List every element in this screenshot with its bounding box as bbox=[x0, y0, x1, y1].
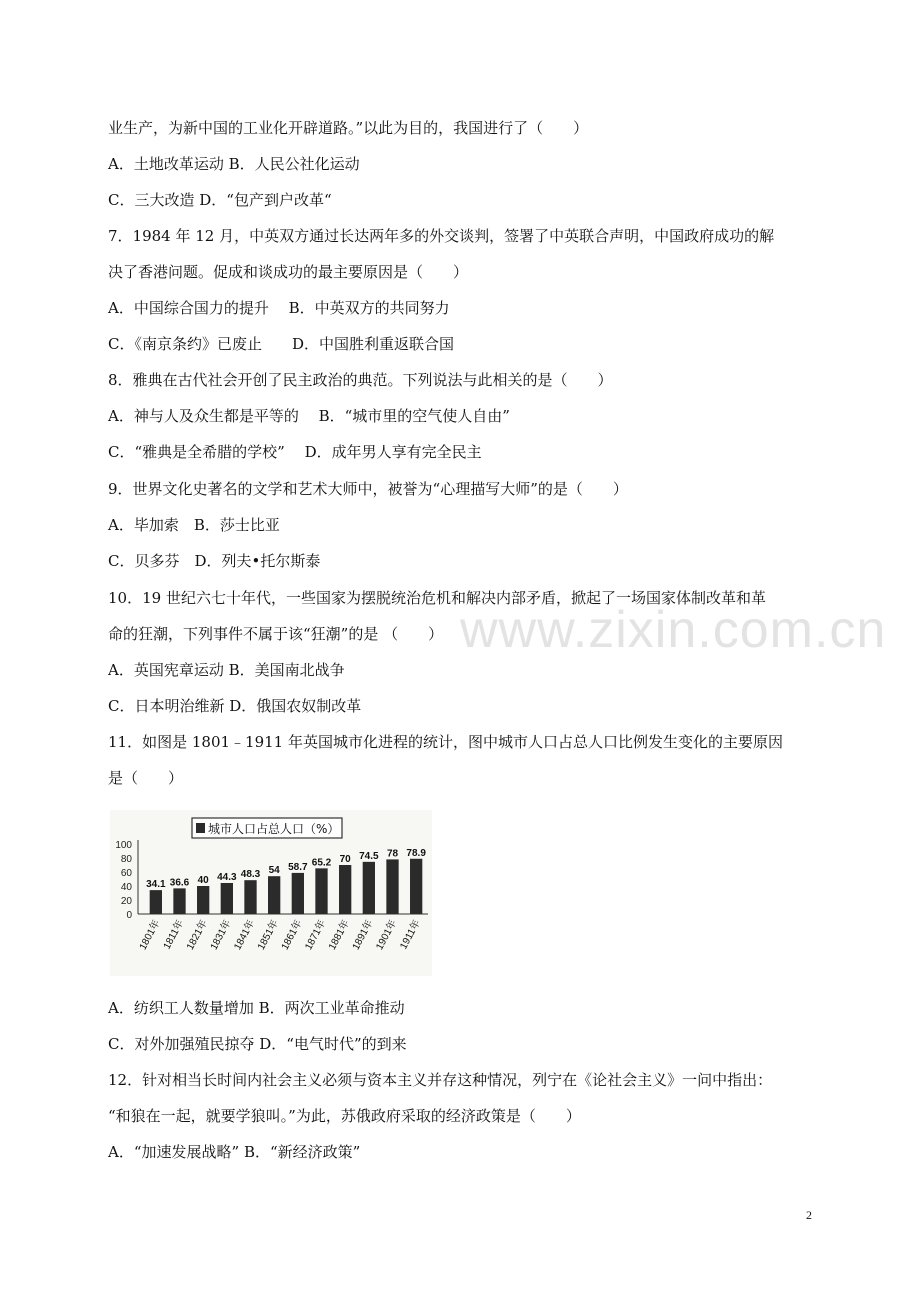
y-tick-label: 40 bbox=[120, 882, 132, 893]
question-10: 10．19 世纪六七十年代，一些国家为摆脱统治危机和解决内部矛盾，掀起了一场国家体制改革和革 bbox=[108, 589, 766, 607]
bar-value-label: 36.6 bbox=[169, 877, 190, 889]
option-line: A．毕加索 B．莎士比亚 bbox=[108, 516, 280, 534]
bar bbox=[244, 880, 256, 914]
bar bbox=[268, 876, 280, 914]
text-line: 业生产，为新中国的工业化开辟道路。”以此为目的，我国进行了（ ） bbox=[108, 119, 589, 137]
option-line: C．日本明治维新 D．俄国农奴制改革 bbox=[108, 697, 362, 715]
y-tick-label: 60 bbox=[120, 868, 132, 879]
x-tick-label: 1811年 bbox=[161, 918, 187, 952]
bar-value-label: 70 bbox=[339, 854, 351, 865]
x-tick-label: 1901年 bbox=[374, 918, 400, 952]
option-line: A．纺织工人数量增加 B．两次工业革命推动 bbox=[108, 999, 405, 1017]
option-line: A．神与人及众生都是平等的 B．“城市里的空气使人自由” bbox=[108, 407, 510, 425]
bar bbox=[292, 873, 304, 914]
bar-value-label: 34.1 bbox=[146, 879, 166, 891]
x-tick-label: 1911年 bbox=[398, 918, 423, 952]
option-line: A．“加速发展战略” B．“新经济政策” bbox=[108, 1143, 361, 1161]
x-tick-label: 1871年 bbox=[303, 918, 329, 952]
option-line: C．《南京条约》已废止 D．中国胜利重返联合国 bbox=[108, 335, 455, 353]
chart-title: 城市人口占总人口（%） bbox=[208, 822, 340, 836]
bar bbox=[173, 888, 185, 914]
question-12: 12．针对相当长时间内社会主义必须与资本主义并存这种情况，列宁在《论社会主义》一问中指出： bbox=[108, 1071, 773, 1089]
bar bbox=[363, 862, 375, 914]
bar-value-label: 58.7 bbox=[288, 861, 308, 873]
bar-value-label: 54 bbox=[268, 865, 280, 877]
option-line: A．土地改革运动 B．人民公社化运动 bbox=[108, 155, 360, 173]
bar-value-label: 40 bbox=[197, 875, 209, 886]
text-line: 是（ ） bbox=[108, 769, 184, 787]
bar-value-label: 48.3 bbox=[240, 869, 261, 881]
bar bbox=[339, 865, 351, 914]
option-line: C．三大改造 D．“包产到户改革“ bbox=[108, 191, 332, 209]
text-line: 命的狂潮，下列事件不属于该“狂潮”的是 （ ） bbox=[108, 625, 444, 643]
bar-value-label: 74.5 bbox=[359, 850, 379, 862]
bar bbox=[221, 883, 233, 914]
x-tick-label: 1881年 bbox=[326, 918, 352, 952]
watermark: www.zixin.com.cn bbox=[460, 601, 887, 659]
y-tick-label: 80 bbox=[120, 854, 132, 865]
text-line: 决了香港问题。促成和谈成功的最主要原因是（ ） bbox=[108, 263, 469, 281]
bar-value-label: 44.3 bbox=[217, 871, 237, 883]
bar-chart-svg bbox=[110, 810, 432, 976]
option-line: A．英国宪章运动 B．美国南北战争 bbox=[108, 661, 345, 679]
x-tick-label: 1841年 bbox=[232, 918, 258, 952]
x-tick-label: 1861年 bbox=[279, 918, 305, 952]
bar bbox=[410, 859, 422, 914]
question-8: 8．雅典在古代社会开创了民主政治的典范。下列说法与此相关的是（ ） bbox=[108, 371, 613, 389]
bar-value-label: 78 bbox=[386, 848, 399, 860]
bar bbox=[386, 859, 398, 914]
bar-value-label: 78.9 bbox=[406, 847, 426, 859]
y-tick-label: 20 bbox=[120, 896, 132, 907]
x-tick-label: 1851年 bbox=[255, 918, 281, 952]
option-line: C．“雅典是全希腊的学校” D．成年男人享有完全民主 bbox=[108, 443, 482, 461]
question-11: 11．如图是 1801﹣1911 年英国城市化进程的统计，图中城市人口占总人口比例发生变化的主要原因 bbox=[108, 733, 783, 751]
bar bbox=[150, 890, 162, 914]
x-tick-label: 1801年 bbox=[137, 918, 163, 952]
y-tick-label: 100 bbox=[115, 840, 132, 851]
y-tick-label: 0 bbox=[126, 910, 132, 921]
question-9: 9．世界文化史著名的文学和艺术大师中，被誉为“心理描写大师”的是（ ） bbox=[108, 480, 628, 498]
x-tick-label: 1821年 bbox=[184, 918, 210, 952]
page-number: 2 bbox=[806, 1208, 812, 1222]
bar bbox=[315, 868, 327, 914]
bar bbox=[197, 886, 209, 914]
legend-swatch bbox=[196, 823, 205, 833]
question-7: 7．1984 年 12 月，中英双方通过长达两年多的外交谈判，签署了中英联合声明，中国政府成功的解 bbox=[108, 227, 775, 245]
text-line: “和狼在一起，就要学狼叫。”为此，苏俄政府采取的经济政策是（ ） bbox=[108, 1107, 581, 1125]
x-tick-label: 1891年 bbox=[350, 918, 376, 952]
urbanization-chart bbox=[110, 810, 432, 976]
option-line: C．贝多芬 D．列夫•托尔斯泰 bbox=[108, 552, 321, 570]
option-line: C．对外加强殖民掠夺 D．“电气时代”的到来 bbox=[108, 1035, 407, 1053]
bar-value-label: 65.2 bbox=[311, 857, 332, 869]
option-line: A．中国综合国力的提升 B．中英双方的共同努力 bbox=[108, 299, 450, 317]
x-tick-label: 1831年 bbox=[208, 918, 234, 952]
